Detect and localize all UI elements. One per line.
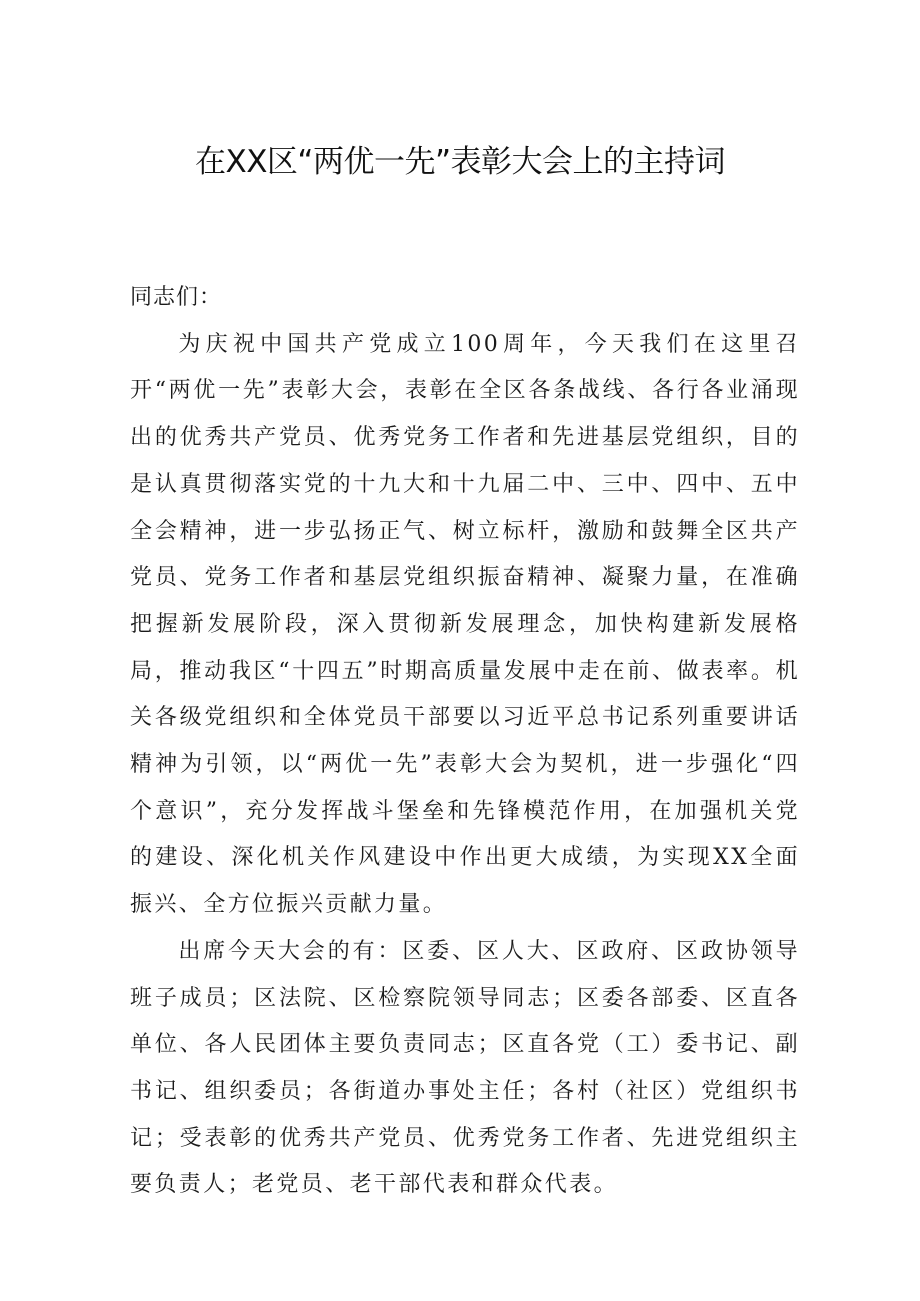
document-title: 在XX区“两优一先”表彰大会上的主持词 xyxy=(194,144,726,180)
paragraph-attendees: 出席今天大会的有：区委、区人大、区政府、区政协领导班子成员；区法院、区检察院领导同志；区委各部委、区直各单位、各人民团体主要负责同志；区直各党（工）委书记、副书记、组织委员；各街道办事处主任；各村（社区）党组织书记；受表彰的优秀共产党员、优秀党务工作者、先进党组织主要负责人；老党员、老干部代表和群众代表。 xyxy=(130,938,800,1198)
paragraph-opening: 为庆祝中国共产党成立100周年，今天我们在这里召开“两优一先”表彰大会，表彰在全区各条战线、各行各业涌现出的优秀共产党员、优秀党务工作者和先进基层党组织，目的是认真贯彻落实党的十九大和十九届二中、三中、四中、五中全会精神，进一步弘扬正气、树立标杆，激励和鼓舞全区共产党员、党务工作者和基层党组织振奋精神、凝聚力量，在准确把握新发展阶段，深入贯彻新发展理念，加快构建新发展格局，推动我区“十四五”时期高质量发展中走在前、做表率。机关各级党组织和全体党员干部要以习近平总书记系列重要讲话精神为引领，以“两优一先”表彰大会为契机，进一步强化“四个意识”，充分发挥战斗堡垒和先锋模范作用，在加强机关党的建设、深化机关作风建设中作出更大成绩，为实现XX全面振兴、全方位振兴贡献力量。 xyxy=(130,331,800,918)
document-body xyxy=(130,275,800,1209)
salutation: 同志们： xyxy=(130,285,223,310)
